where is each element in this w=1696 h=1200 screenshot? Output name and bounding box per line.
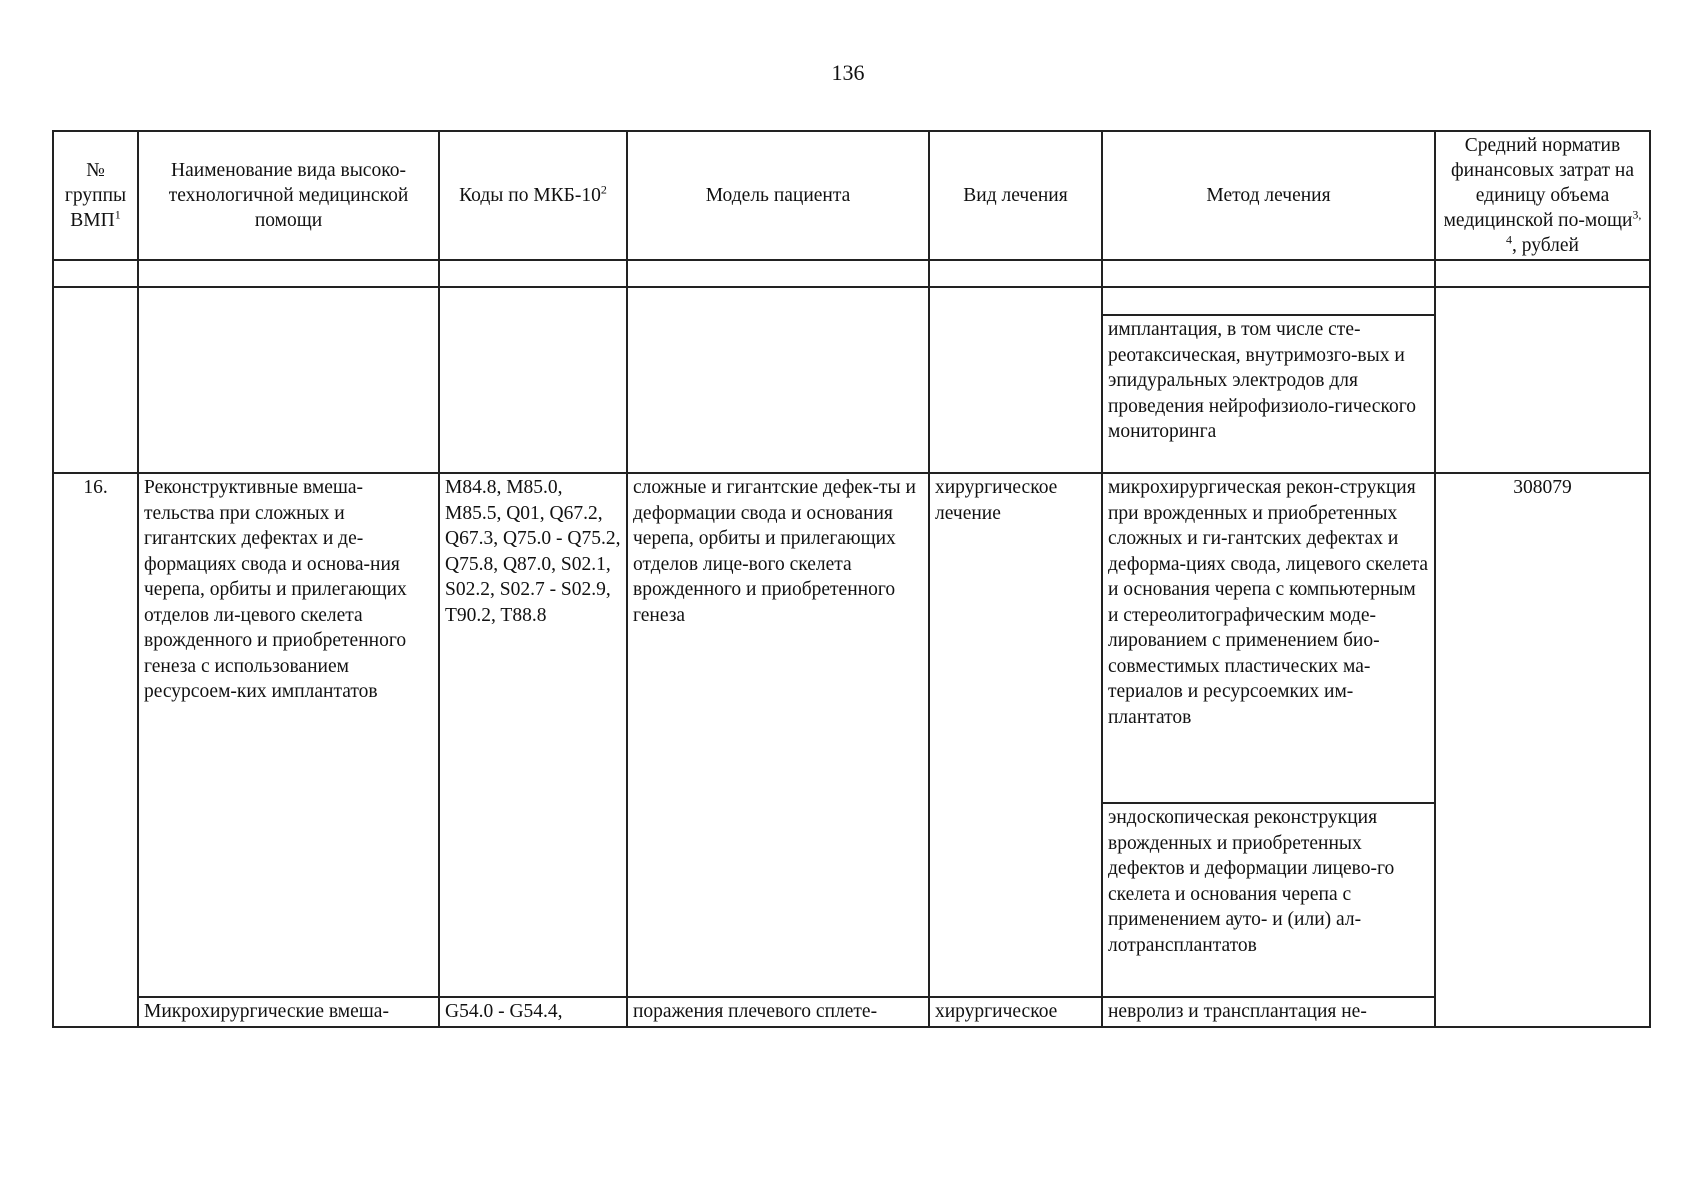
continuation-method: имплантация, в том числе сте-реотаксическая, внутримозго-вых и эпидуральных электродов для проведения нейрофизиоло-гического мониторинга [1102,315,1435,473]
next-name: Микрохирургические вмеша- [138,997,439,1027]
vmp-table [52,130,1651,1028]
next-codes: G54.0 - G54.4, [439,997,627,1027]
row16-name: Реконструктивные вмеша-тельства при сложных и гигантских дефектах и де-формациях свода и основа-ния черепа, орбиты и прилегающих отделов ли-цевого скелета врожденного и приобретенного генеза с использованием ресурсоем-ких имплантатов [138,473,439,997]
next-method: невролиз и трансплантация не- [1102,997,1435,1027]
next-treatment-type: хирургическое [929,997,1102,1027]
header-group-no: № группы ВМП$^1$ [53,131,138,260]
continuation-row [53,287,1650,315]
next-row [53,997,1650,1027]
row16-model: сложные и гигантские дефек-ты и деформации свода и основания черепа, орбиты и прилегающих отделов лице-вого скелета врожденного и приобретенного генеза [627,473,929,997]
header-model: Модель пациента [627,131,929,260]
header-codes: Коды по МКБ-$10^2$ [439,131,627,260]
page-number: 136 [831,60,865,85]
row16-number: 16. [53,473,138,1027]
row16-cost: 308079 [1435,473,1650,1027]
spacer-row [53,260,1650,287]
header-method: Метод лечения [1102,131,1435,260]
row16-method-1: микрохирургическая рекон-струкция при врожденных и приобретенных сложных и ги-гантских дефектах и деформа-циях свода, лицевого скелета и основания черепа с компьютерным и стереолитографическим моде-лированием с применением био-совместимых пластических ма-териалов и ресурсоемких им-плантатов [1102,473,1435,803]
header-name: Наименование вида высоко-технологичной медицинской помощи [138,131,439,260]
header-row [53,131,1650,260]
next-model: поражения плечевого сплете- [627,997,929,1027]
header-treatment-type: Вид лечения [929,131,1102,260]
row-16 [53,473,1650,803]
row16-treatment-type: хирургическое лечение [929,473,1102,997]
row16-method-2: эндоскопическая реконструкция врожденных и приобретенных дефектов и деформации лицево-го скелета и основания черепа с применением ауто- и (или) ал-лотрансплантатов [1102,803,1435,997]
header-cost: Средний норматив финансовых затрат на единицу объема медицинской по-мощи$^{3, 4}$, рублей [1435,131,1650,260]
row16-codes: M84.8, M85.0, M85.5, Q01, Q67.2, Q67.3, Q75.0 - Q75.2, Q75.8, Q87.0, S02.1, S02.2, S02.7 - S02.9, T90.2, T88.8 [439,473,627,997]
